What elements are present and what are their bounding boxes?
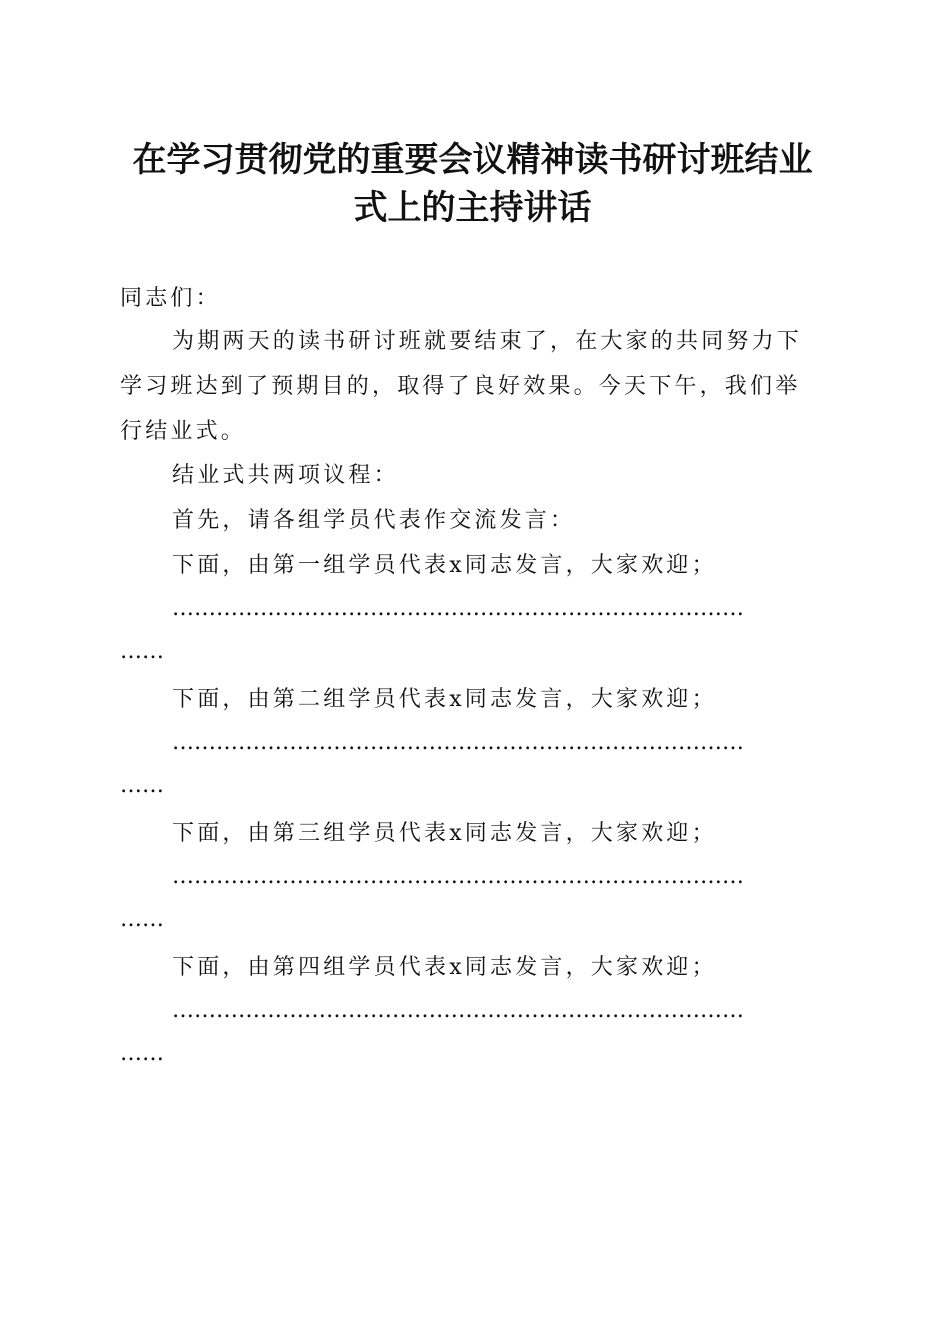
speaker-2-ellipsis: …………………………………………………………………… [172,730,744,755]
first-item-line: 首先，请各组学员代表作交流发言： [172,508,576,533]
speaker-4-ellipsis: …………………………………………………………………… [172,998,744,1023]
speaker-1-intro: 下面，由第一组学员代表x同志发言，大家欢迎； [172,553,717,578]
speaker-3-intro: 下面，由第三组学员代表x同志发言，大家欢迎； [172,821,717,846]
document-title [120,136,825,232]
paragraph-1-line-3: 行结业式。 [120,419,247,444]
speaker-1-ellipsis: …………………………………………………………………… [172,596,744,621]
salutation: 同志们： [120,286,221,311]
paragraph-1-line-1: 为期两天的读书研讨班就要结束了，在大家的共同努力下 [172,329,803,354]
title-line-1: 在学习贯彻党的重要会议精神读书研讨班结业 [132,140,813,180]
speaker-4-intro: 下面，由第四组学员代表x同志发言，大家欢迎； [172,955,717,980]
speaker-2-ellipsis-tail: …… [120,773,164,798]
speaker-1-ellipsis-tail: …… [120,639,164,664]
speaker-4-ellipsis-tail: …… [120,1041,164,1066]
speaker-3-ellipsis-tail: …… [120,907,164,932]
title-line-2: 式上的主持讲话 [353,188,592,228]
speaker-2-intro: 下面，由第二组学员代表x同志发言，大家欢迎； [172,687,717,712]
agenda-line: 结业式共两项议程： [172,463,399,488]
speaker-3-ellipsis: …………………………………………………………………… [172,864,744,889]
paragraph-1-line-2: 学习班达到了预期目的，取得了良好效果。今天下午，我们举 [120,374,801,399]
